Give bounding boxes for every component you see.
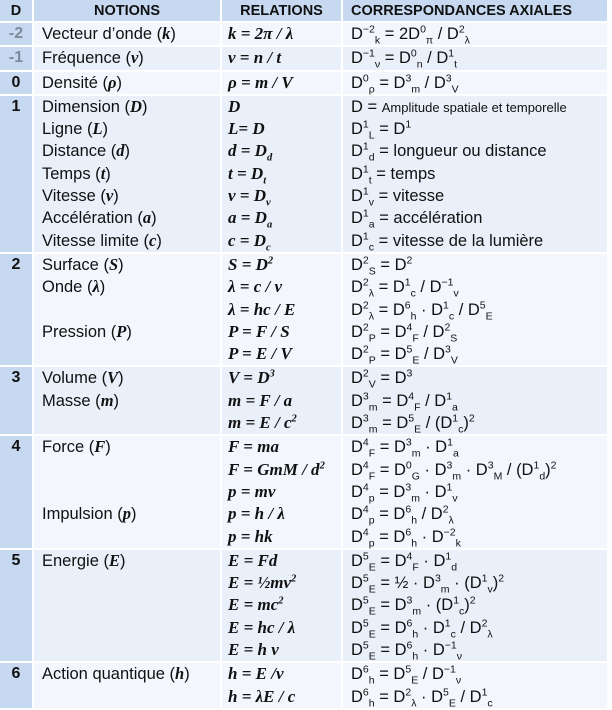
axial-correspondence: $D^2_V = D^3$ [351, 367, 413, 391]
dimension-value: -1 [8, 49, 24, 67]
relation-formula: $d = D_d$ [228, 141, 273, 164]
header-d: D [0, 0, 34, 23]
dimension-value: 3 [11, 369, 21, 387]
dimension-cell [0, 550, 34, 663]
table-body [0, 23, 607, 710]
notion-label [42, 459, 220, 481]
notion-label [42, 572, 220, 594]
notion-label: Vecteur d’onde (k) [42, 24, 176, 43]
correspondances-cell [343, 436, 607, 549]
notion-label [42, 343, 220, 365]
axial-correspondence: $D^1_L = D^1$ [351, 118, 412, 142]
notion-label: Fréquence (ν) [42, 48, 144, 68]
relation-formula: m = F / a [228, 390, 293, 410]
correspondances-cell [343, 550, 607, 663]
correspondances-cell [343, 72, 607, 96]
relations-cell [222, 550, 343, 663]
relations-cell [222, 96, 343, 254]
relation-formula: $S = D^2$ [228, 254, 274, 274]
notions-cell [34, 367, 222, 436]
axial-correspondence: $D^4_F = D^3_m \cdot D^1_a$ [351, 436, 459, 460]
header-correspondances: CORRESPONDANCES AXIALES [343, 0, 607, 23]
dimension-value: 6 [11, 665, 21, 683]
notion-label: Accélération (a) [42, 208, 157, 228]
axial-correspondence: $D^{-1}_\nu = D^0_n / D^1_t$ [351, 47, 458, 71]
notions-cell [34, 72, 222, 96]
dimension-value: -2 [8, 25, 24, 42]
table-row [0, 23, 607, 47]
relation-formula: h = λE / c [228, 686, 296, 706]
axial-correspondence: D = Amplitude spatiale et temporelle [351, 97, 567, 116]
axial-correspondence: $D^4_p = D^6_h / D^2_\lambda$ [351, 503, 454, 527]
dimension-cell [0, 367, 34, 436]
axial-correspondence: $D^6_h = D^2_\lambda \cdot D^5_E / D^1_c$ [351, 686, 493, 709]
correspondances-cell [343, 47, 607, 71]
notions-cell [34, 96, 222, 254]
relation-formula: k = 2π / λ [228, 24, 294, 43]
notion-label [42, 617, 220, 639]
notion-label: Ligne (L) [42, 119, 109, 139]
notion-label: Pression (P) [42, 321, 132, 341]
notions-cell [34, 436, 222, 549]
table-row [0, 96, 607, 254]
relation-formula: F = GmM / $d^2$ [228, 459, 325, 479]
correspondances-cell [343, 23, 607, 47]
axial-correspondence: $D^4_p = D^3_m \cdot D^1_v$ [351, 481, 458, 505]
axial-correspondence: $D^6_h = D^5_E / D^{-1}_\nu$ [351, 663, 462, 687]
relation-formula: $c = D_c$ [228, 230, 271, 254]
notions-cell [34, 663, 222, 710]
table-row [0, 47, 607, 71]
dimension-value: 5 [11, 551, 21, 569]
relation-formula: $E = mc^2$ [228, 595, 284, 615]
correspondances-cell [343, 96, 607, 254]
table-row [0, 663, 607, 710]
notion-label: Temps (t) [42, 163, 111, 183]
relation-formula: $a = D_a$ [228, 208, 273, 231]
axial-correspondence: $D^2_S = D^2$ [351, 254, 413, 278]
relation-formula: ν = n / t [228, 48, 282, 68]
notion-label [42, 526, 220, 548]
relations-cell [222, 663, 343, 710]
table-row [0, 367, 607, 436]
notion-label [42, 639, 220, 661]
correspondances-cell [343, 663, 607, 710]
header-relations: RELATIONS [222, 0, 343, 23]
axial-correspondence: $D^{-2}_k = 2D^0_\pi / D^2_\lambda$ [351, 23, 470, 47]
relation-formula: p = hk [228, 526, 273, 546]
axial-correspondence: $D^5_E = D^3_m \cdot (D^1_c)^2$ [351, 594, 476, 618]
relation-formula: E = h ν [228, 640, 279, 660]
axial-correspondence: $D^4_F = D^0_G \cdot D^3_m \cdot D^3_M / (D^1_d)^2$ [351, 459, 557, 482]
relation-formula: $m = E / c^2$ [228, 413, 297, 433]
relation-formula: E = Fd [228, 550, 278, 570]
notion-label: Masse (m) [42, 390, 120, 410]
relation-formula: $t = D_t$ [228, 163, 267, 187]
relations-cell [222, 47, 343, 71]
axial-correspondence: $D^0_\rho = D^3_m / D^3_V$ [351, 72, 459, 95]
axial-correspondence: $D^2_\lambda = D^6_h \cdot D^1_c / D^5_E$ [351, 299, 493, 322]
notions-cell [34, 550, 222, 663]
relations-cell [222, 436, 343, 549]
dimension-value: 4 [11, 438, 21, 456]
notion-label: Impulsion (p) [42, 504, 137, 524]
dimension-cell [0, 663, 34, 710]
dimension-cell [0, 254, 34, 367]
relation-formula: λ = c / ν [228, 277, 283, 297]
relation-formula: $V = D^3$ [228, 368, 275, 388]
notions-cell [34, 254, 222, 367]
axial-correspondence: $D^2_P = D^4_F / D^2_S$ [351, 321, 458, 345]
notions-cell [34, 47, 222, 71]
relation-formula: L= D [228, 119, 265, 139]
notion-label: Vitesse limite (c) [42, 230, 162, 250]
axial-correspondence: $D^1_t$ = temps [351, 163, 436, 187]
axial-correspondence: $D^1_v$ = vitesse [351, 185, 445, 209]
notion-label: Onde (λ) [42, 277, 106, 297]
axial-correspondence: $D^3_m = D^5_E / (D^1_c)^2$ [351, 412, 475, 436]
axial-correspondence: $D^5_E = D^6_h \cdot D^{-1}_\nu$ [351, 639, 463, 663]
axial-correspondence: $D^2_\lambda = D^1_c / D^{-1}_v$ [351, 276, 459, 300]
notion-label [42, 594, 220, 616]
relation-formula: h = E /ν [228, 664, 284, 684]
axial-correspondence: $D^2_P = D^5_E / D^3_V$ [351, 343, 458, 367]
relation-formula: F = ma [228, 437, 279, 457]
table-row [0, 254, 607, 367]
notion-label [42, 481, 220, 503]
dimension-value: 2 [11, 255, 21, 273]
relation-formula: P = F / S [228, 321, 290, 341]
relation-formula: $v = D_v$ [228, 186, 271, 209]
dimension-cell [0, 23, 34, 47]
relation-formula: E = hc / λ [228, 617, 296, 637]
dimension-cell [0, 436, 34, 549]
table-row [0, 550, 607, 663]
relation-formula: p = h / λ [228, 504, 285, 524]
axial-correspondence: $D^1_c$ = vitesse de la lumière [351, 230, 544, 253]
notion-label [42, 299, 220, 321]
relations-cell [222, 254, 343, 367]
notion-label: Vitesse (v) [42, 186, 119, 206]
relations-cell [222, 72, 343, 96]
notion-label: Distance (d) [42, 141, 131, 161]
relation-formula: P = E / V [228, 344, 292, 364]
dimension-value: 1 [11, 97, 21, 115]
notion-label: Action quantique (h) [42, 664, 190, 684]
notion-label: Energie (E) [42, 550, 126, 570]
header-row [0, 0, 607, 23]
axial-correspondence: $D^5_E = D^6_h \cdot D^1_c / D^2_\lambda$ [351, 617, 493, 641]
axial-correspondence: $D^1_a$ = accélération [351, 207, 483, 231]
axial-correspondence: $D^5_E$ = ½ · $D^3_m \cdot (D^1_v)^2$ [351, 572, 505, 596]
table-row [0, 436, 607, 549]
relation-formula: p = mv [228, 481, 276, 501]
relations-cell [222, 23, 343, 47]
notion-label [42, 686, 220, 708]
relations-cell [222, 367, 343, 436]
axial-correspondence: $D^4_p = D^6_h \cdot D^{-2}_k$ [351, 526, 461, 549]
notion-label: Volume (V) [42, 368, 124, 388]
relation-formula: λ = hc / E [228, 299, 296, 319]
notion-label: Surface (S) [42, 254, 124, 274]
dimension-cell [0, 72, 34, 96]
axial-correspondence: $D^5_E = D^4_F \cdot D^1_d$ [351, 550, 458, 574]
axial-correspondence: $D^3_m = D^4_F / D^1_a$ [351, 390, 458, 414]
dimension-cell [0, 96, 34, 254]
correspondances-cell [343, 367, 607, 436]
notion-label [42, 412, 220, 434]
relation-formula: ρ = m / V [228, 72, 293, 92]
relation-formula: D [228, 96, 241, 116]
dimension-cell [0, 47, 34, 71]
axial-correspondence: $D^1_d$ = longueur ou distance [351, 140, 547, 164]
notion-label: Densité (ρ) [42, 72, 123, 92]
dimension-value: 0 [11, 73, 21, 91]
notions-cell [34, 23, 222, 47]
notion-label: Force (F) [42, 437, 111, 457]
relation-formula: $E = \frac{1}{2}mv^2$ [228, 573, 297, 593]
table-row [0, 72, 607, 96]
correspondances-cell [343, 254, 607, 367]
notion-label: Dimension (D) [42, 96, 148, 116]
header-notions: NOTIONS [34, 0, 222, 23]
